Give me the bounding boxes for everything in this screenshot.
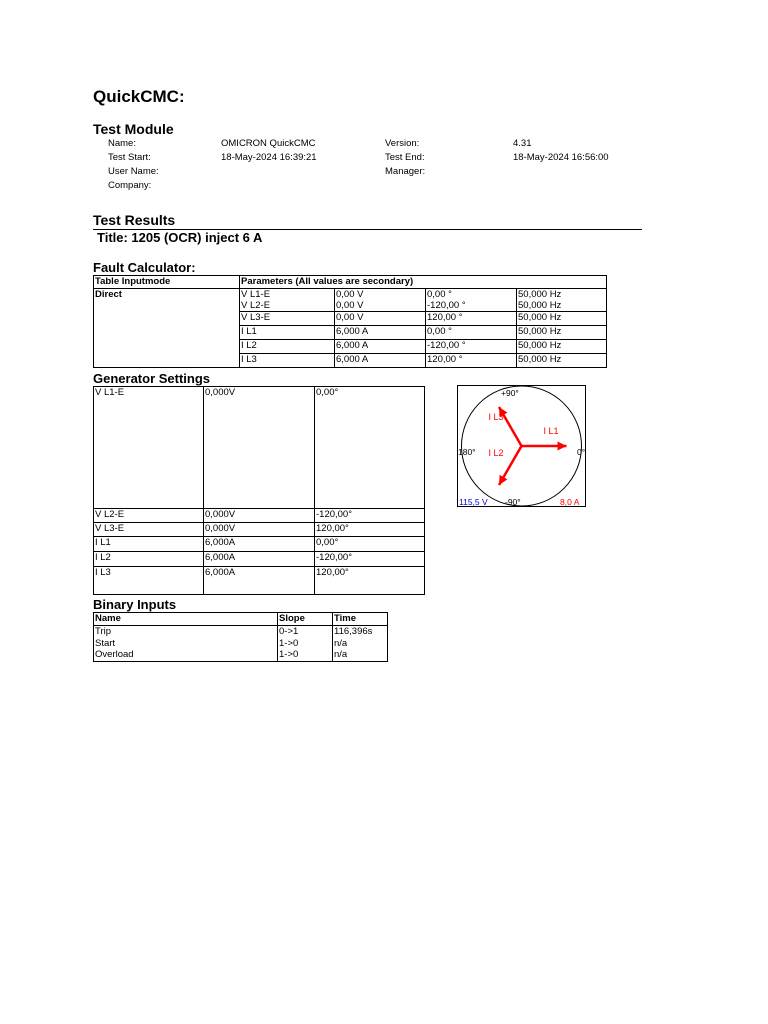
fault-calculator-heading: Fault Calculator: xyxy=(93,260,196,275)
fc-cell: 120,00 ° xyxy=(426,354,517,368)
test-results-heading: Test Results xyxy=(93,212,176,228)
fc-cell: 50,000 Hz xyxy=(517,312,607,326)
fc-cell: 6,000 A xyxy=(335,340,426,354)
fc-cell: 0,00 ° xyxy=(426,326,517,340)
fc-cell: 6,000 A xyxy=(335,354,426,368)
test-end-label: Test End: xyxy=(385,152,425,163)
gs-cell: V L2-E xyxy=(94,509,204,523)
bi-header-slope: Slope xyxy=(278,613,333,626)
binary-inputs-table xyxy=(93,612,388,662)
label-180: 180° xyxy=(458,447,476,457)
gs-cell: 120,00° xyxy=(315,523,425,537)
fc-cell: V L2-E xyxy=(241,300,271,311)
gs-cell: -120,00° xyxy=(315,509,425,523)
phasor-label-il1: I L1 xyxy=(543,426,559,436)
bi-cell: 1->0 xyxy=(279,637,299,649)
gs-cell: 0,00° xyxy=(315,387,425,509)
label-0: 0° xyxy=(577,447,586,457)
version-value: 4.31 xyxy=(513,138,532,149)
voltage-scale: 115,5 V xyxy=(459,497,488,507)
vector-diagram xyxy=(457,385,586,507)
bi-cell: 1->0 xyxy=(279,649,299,660)
fc-cell: 0,00 V xyxy=(336,289,364,300)
gs-cell: 0,00° xyxy=(315,537,425,552)
bi-cell: n/a xyxy=(334,637,348,649)
phasor-label-il3: I L3 xyxy=(488,412,504,422)
manager-label: Manager: xyxy=(385,166,426,177)
name-label: Name: xyxy=(108,138,136,149)
binary-inputs-heading: Binary Inputs xyxy=(93,597,177,612)
generator-settings-table xyxy=(93,386,425,595)
report-title: QuickCMC: xyxy=(93,87,185,106)
fc-cell: 120,00 ° xyxy=(426,312,517,326)
gs-cell: V L1-E xyxy=(94,387,204,509)
fc-cell: 6,000 A xyxy=(335,326,426,340)
company-label: Company: xyxy=(108,180,152,191)
current-scale: 8,0 A xyxy=(560,497,580,507)
gs-cell: 6,000A xyxy=(204,537,315,552)
fc-cell: I L1 xyxy=(240,326,335,340)
phasor-label-il2: I L2 xyxy=(488,448,504,458)
fc-cell: 50,000 Hz xyxy=(517,326,607,340)
fc-cell: 0,00 V xyxy=(336,300,364,311)
generator-settings-heading: Generator Settings xyxy=(93,371,211,386)
gs-cell: I L2 xyxy=(94,552,204,567)
gs-cell: I L3 xyxy=(94,567,204,595)
bi-cell: Start xyxy=(95,637,116,649)
fc-cell: 50,000 Hz xyxy=(517,354,607,368)
test-module-heading: Test Module xyxy=(93,121,174,137)
bi-cell: n/a xyxy=(334,649,348,660)
bi-header-time: Time xyxy=(333,613,388,626)
test-start-label: Test Start: xyxy=(108,152,151,163)
test-end-value: 18-May-2024 16:56:00 xyxy=(513,152,609,163)
fault-calculator-table xyxy=(93,275,607,368)
bi-cell: 0->1 xyxy=(279,626,299,637)
bi-cell: Overload xyxy=(95,649,134,660)
fc-header-parameters: Parameters (All values are secondary) xyxy=(240,276,607,289)
bi-cell: Trip xyxy=(95,626,112,637)
gs-cell: 0,000V xyxy=(204,523,315,537)
fc-cell: I L2 xyxy=(240,340,335,354)
gs-cell: V L3-E xyxy=(94,523,204,537)
gs-cell: 0,000V xyxy=(204,509,315,523)
gs-cell: 6,000A xyxy=(204,567,315,595)
name-value: OMICRON QuickCMC xyxy=(221,138,316,149)
fc-cell: 50,000 Hz xyxy=(518,300,562,311)
test-title: Title: 1205 (OCR) inject 6 A xyxy=(97,230,263,245)
gs-cell: 0,000V xyxy=(204,387,315,509)
label-plus90: +90° xyxy=(501,388,519,398)
gs-cell: 120,00° xyxy=(315,567,425,595)
fc-cell: V L1-E xyxy=(241,289,271,300)
gs-cell: -120,00° xyxy=(315,552,425,567)
fc-cell: 0,00 ° xyxy=(427,289,452,300)
fc-cell: -120,00 ° xyxy=(427,300,466,311)
fc-cell: 50,000 Hz xyxy=(518,289,562,300)
bi-cell: 116,396s xyxy=(334,626,373,637)
fc-cell: I L3 xyxy=(240,354,335,368)
label-minus90: -90° xyxy=(505,497,521,507)
user-name-label: User Name: xyxy=(108,166,159,177)
fc-cell: -120,00 ° xyxy=(426,340,517,354)
fc-cell: 0,00 V xyxy=(335,312,426,326)
version-label: Version: xyxy=(385,138,420,149)
gs-cell: I L1 xyxy=(94,537,204,552)
fc-cell: 50,000 Hz xyxy=(517,340,607,354)
fc-mode: Direct xyxy=(94,289,240,368)
fc-cell: V L3-E xyxy=(240,312,335,326)
fc-header-inputmode: Table Inputmode xyxy=(94,276,240,289)
test-start-value: 18-May-2024 16:39:21 xyxy=(221,152,317,163)
bi-header-name: Name xyxy=(94,613,278,626)
gs-cell: 6,000A xyxy=(204,552,315,567)
